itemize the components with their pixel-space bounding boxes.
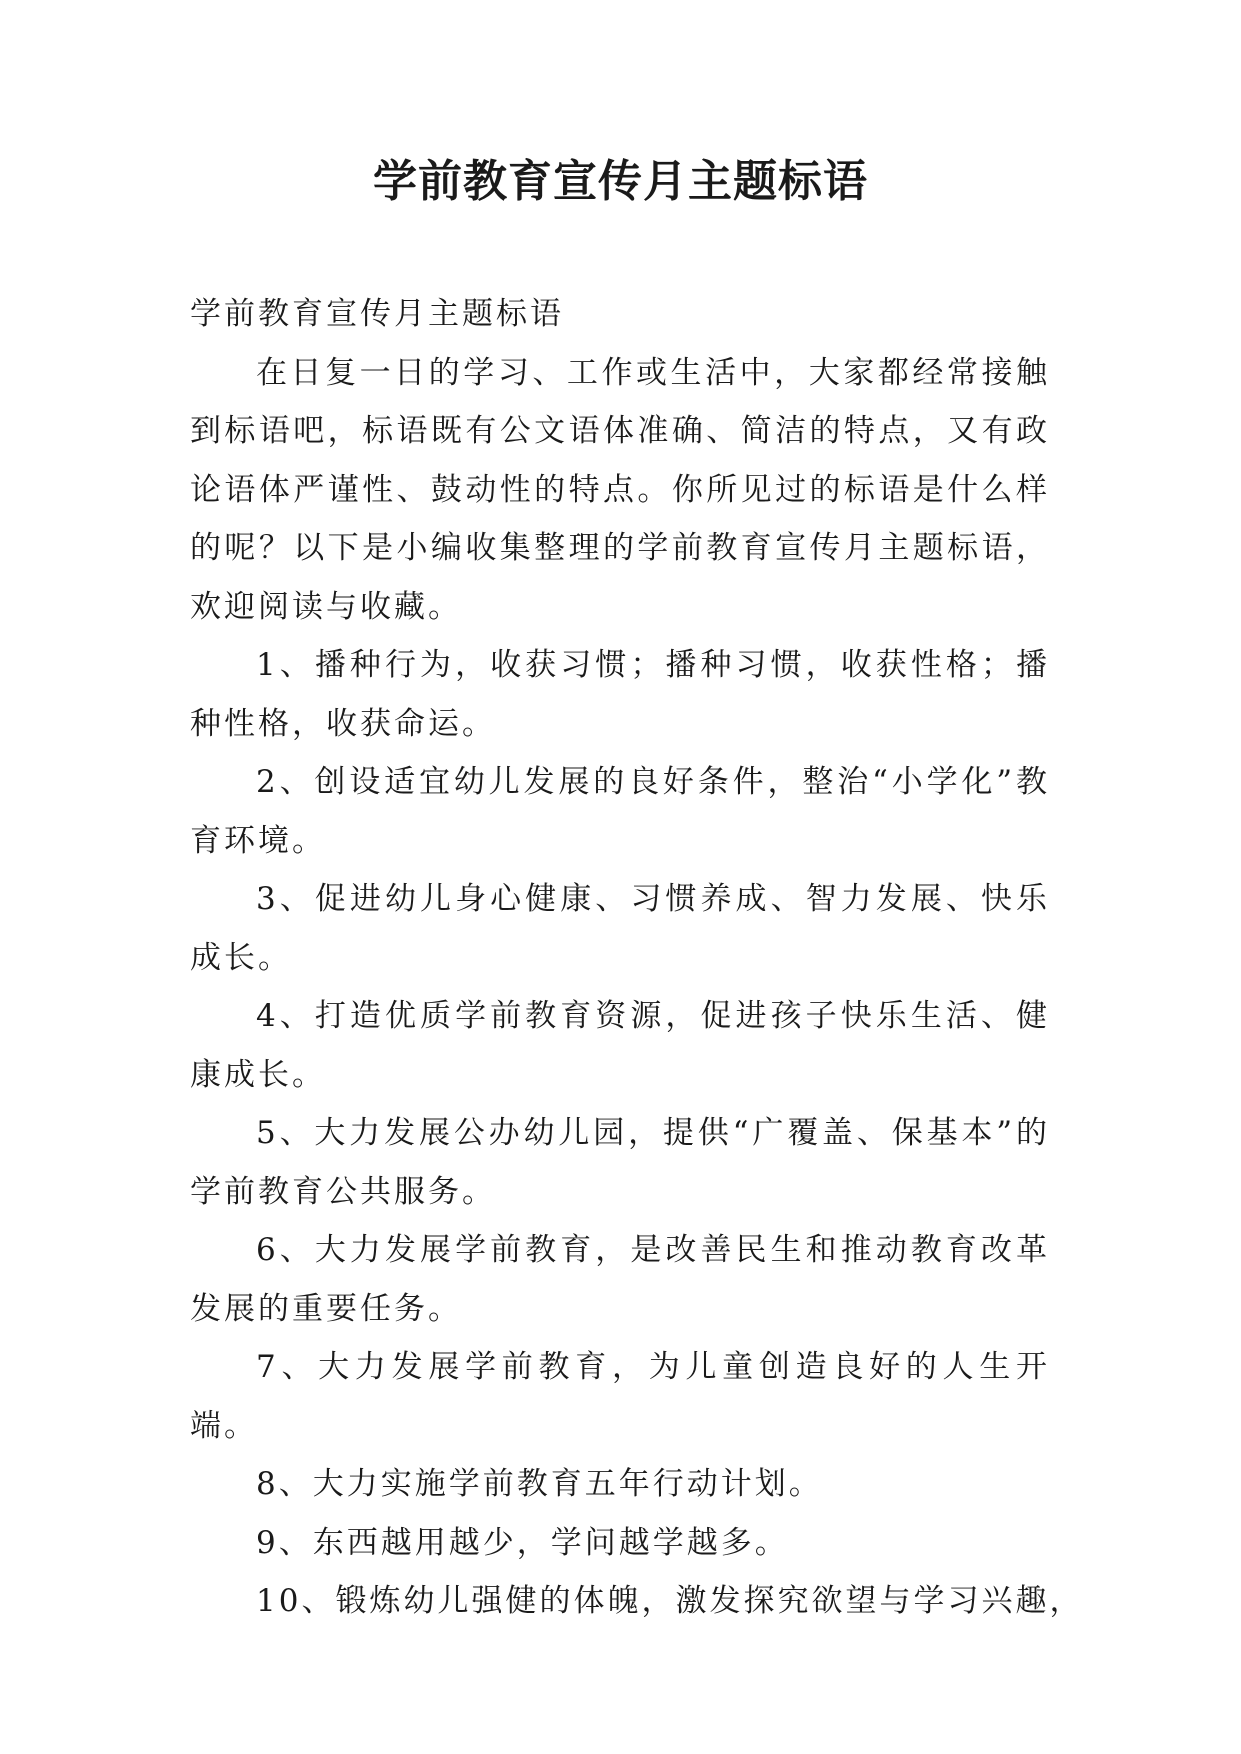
document-title: 学前教育宣传月主题标语 — [373, 156, 868, 207]
slogan-item-3: 3、促进幼儿身心健康、习惯养成、智力发展、快乐成长。 — [190, 881, 1050, 976]
slogan-item-1: 1、播种行为，收获习惯；播种习惯，收获性格；播种性格，收获命运。 — [190, 647, 1050, 742]
slogan-item-6: 6、大力发展学前教育，是改善民生和推动教育改革发展的重要任务。 — [190, 1232, 1050, 1327]
slogan-item-4: 4、打造优质学前教育资源，促进孩子快乐生活、健康成长。 — [190, 998, 1050, 1093]
document-body — [190, 285, 1084, 1631]
slogan-item-9: 9、东西越用越少，学问越学越多。 — [256, 1524, 789, 1561]
document-subtitle: 学前教育宣传月主题标语 — [190, 296, 564, 332]
slogan-item-5: 5、大力发展公办幼儿园，提供“广覆盖、保基本”的学前教育公共服务。 — [190, 1115, 1050, 1210]
slogan-item-10: 10、锻炼幼儿强健的体魄，激发探究欲望与学习兴趣， — [256, 1583, 1084, 1619]
slogan-item-8: 8、大力实施学前教育五年行动计划。 — [256, 1466, 823, 1502]
slogan-item-2: 2、创设适宜幼儿发展的良好条件，整治“小学化”教育环境。 — [190, 764, 1050, 859]
intro-paragraph: 在日复一日的学习、工作或生活中，大家都经常接触到标语吧，标语既有公文语体准确、简洁的特点，又有政论语体严谨性、鼓动性的特点。你所见过的标语是什么样的呢？以下是小编收集整理的学前教育宣传月主题标语，欢迎阅读与收藏。 — [190, 354, 1050, 625]
slogan-item-7: 7、大力发展学前教育，为儿童创造良好的人生开端。 — [190, 1349, 1050, 1444]
